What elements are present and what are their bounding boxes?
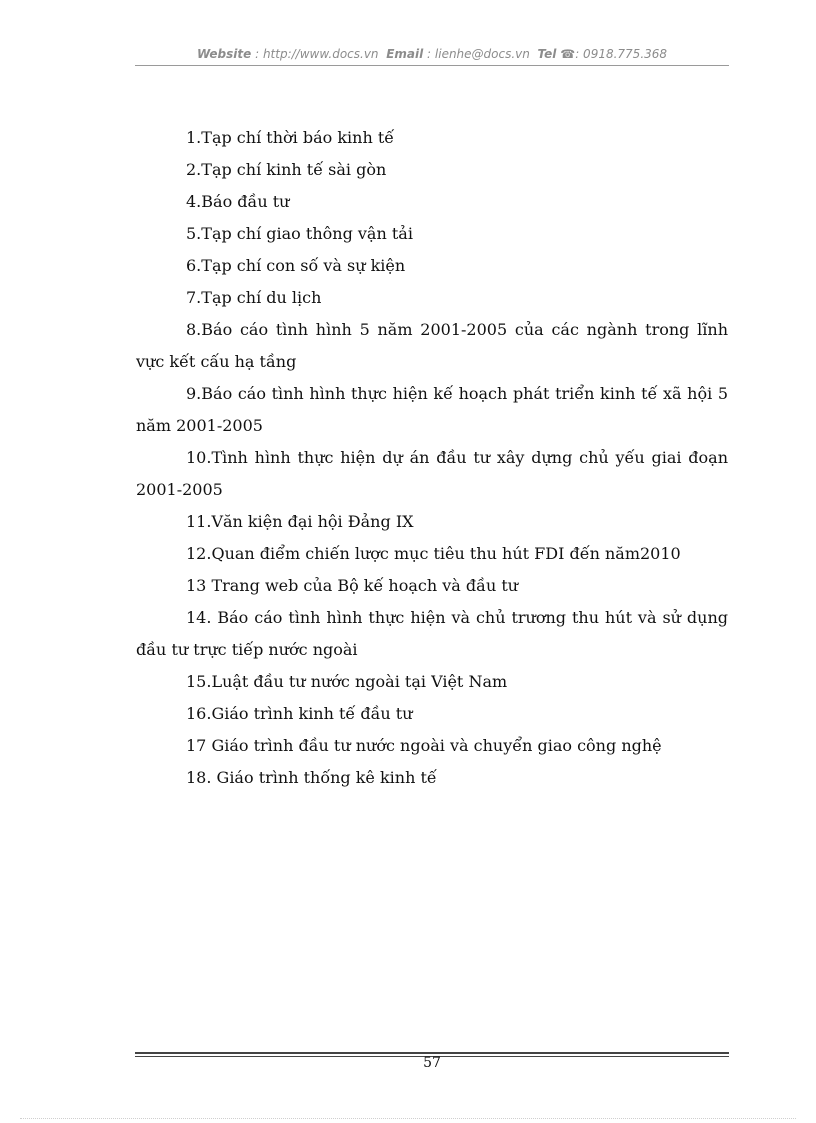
reference-item: 2.Tạp chí kinh tế sài gòn bbox=[186, 160, 387, 179]
header-divider bbox=[135, 65, 729, 66]
reference-item: 4.Báo đầu tư bbox=[186, 192, 290, 211]
reference-list bbox=[136, 122, 728, 794]
reference-item: 17 Giáo trình đầu tư nước ngoài và chuyển giao công nghệ bbox=[186, 736, 662, 755]
website-value: : http://www.docs.vn bbox=[255, 47, 379, 61]
email-value: : lienhe@docs.vn bbox=[427, 47, 530, 61]
reference-item: 10.Tình hình thực hiện dự án đầu tư xây dựng chủ yếu giai đoạn 2001-2005 bbox=[136, 448, 728, 499]
page-bottom-edge bbox=[20, 1118, 796, 1119]
reference-item: 7.Tạp chí du lịch bbox=[186, 288, 322, 307]
reference-item: 11.Văn kiện đại hội Đảng IX bbox=[186, 512, 414, 531]
tel-label: Tel bbox=[537, 47, 557, 61]
reference-item: 9.Báo cáo tình hình thực hiện kế hoạch phát triển kinh tế xã hội 5 năm 2001-2005 bbox=[136, 384, 728, 435]
reference-item: 14. Báo cáo tình hình thực hiện và chủ trương thu hút và sử dụng đầu tư trực tiếp nước ngoài bbox=[136, 608, 728, 659]
email-label: Email bbox=[386, 47, 424, 61]
footer-divider-thick bbox=[135, 1052, 729, 1054]
reference-item: 8.Báo cáo tình hình 5 năm 2001-2005 của các ngành trong lĩnh vực kết cấu hạ tầng bbox=[136, 320, 728, 371]
reference-item: 15.Luật đầu tư nước ngoài tại Việt Nam bbox=[186, 672, 508, 691]
website-label: Website bbox=[196, 47, 252, 61]
reference-item: 18. Giáo trình thống kê kinh tế bbox=[186, 768, 437, 787]
tel-value: : 0918.775.368 bbox=[575, 47, 668, 61]
telephone-icon: ☎ bbox=[560, 47, 576, 61]
page-header bbox=[135, 47, 729, 61]
reference-item: 16.Giáo trình kinh tế đầu tư bbox=[186, 704, 413, 723]
reference-item: 5.Tạp chí giao thông vận tải bbox=[186, 224, 413, 243]
page-number: 57 bbox=[423, 1055, 441, 1071]
reference-item: 13 Trang web của Bộ kế hoạch và đầu tư bbox=[186, 576, 519, 595]
reference-item: 1.Tạp chí thời báo kinh tế bbox=[186, 128, 395, 147]
reference-item: 6.Tạp chí con số và sự kiện bbox=[186, 256, 406, 275]
reference-item: 12.Quan điểm chiến lược mục tiêu thu hút FDI đến năm2010 bbox=[186, 544, 681, 563]
